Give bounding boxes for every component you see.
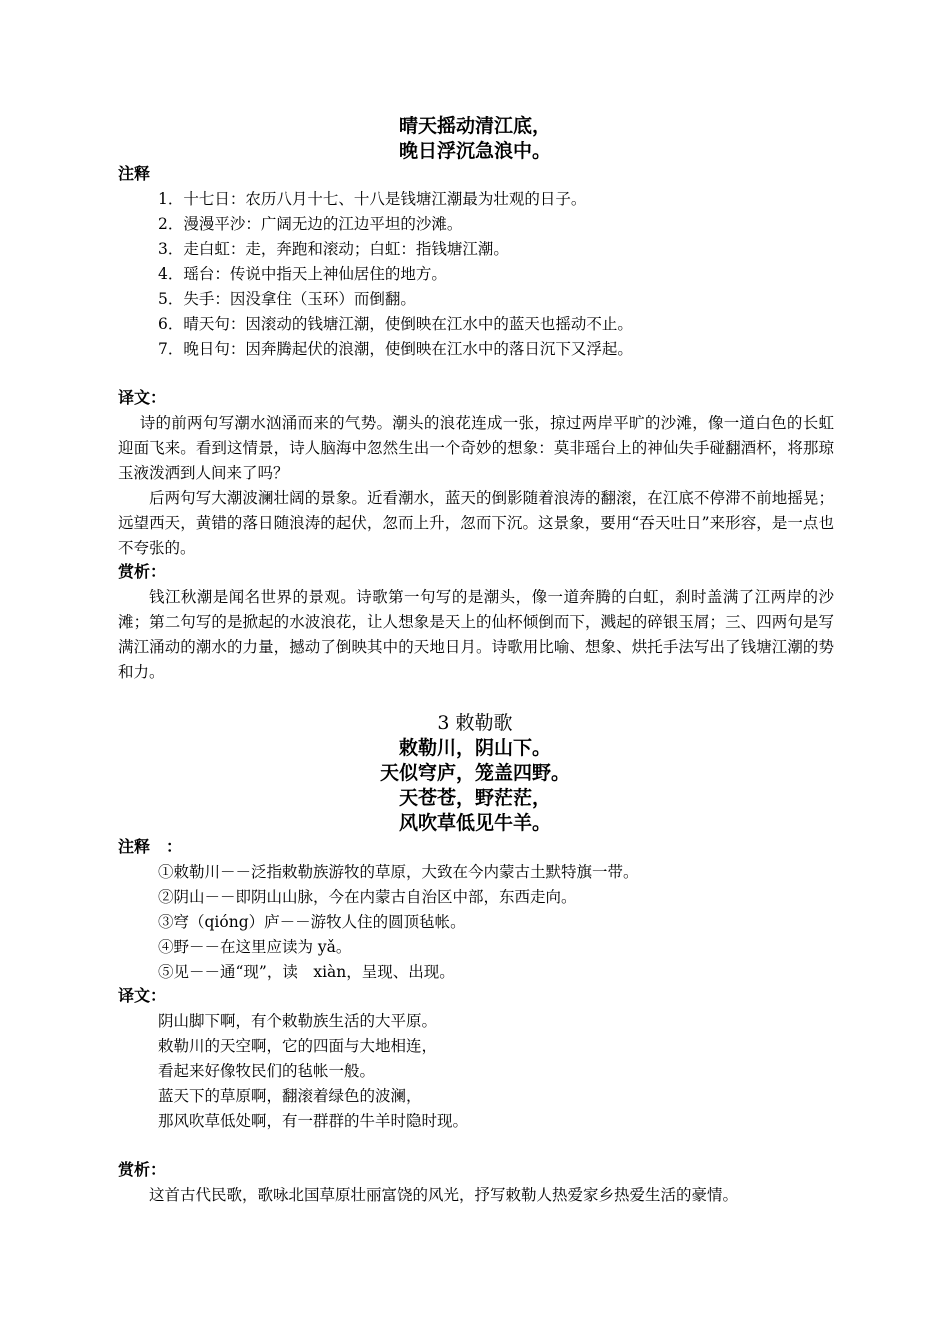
poem2-appreciation-label: 赏析： bbox=[118, 1160, 167, 1179]
poem1-notes-label: 注释 bbox=[118, 164, 151, 183]
poem1-note-6: 6．晴天句：因滚动的钱塘江潮，使倒映在江水中的蓝天也摇动不止。 bbox=[158, 315, 633, 333]
poem1-note-1: 1．十七日：农历八月十七、十八是钱塘江潮最为壮观的日子。 bbox=[158, 190, 587, 208]
poem2-translation-line-1: 阴山脚下啊，有个敕勒族生活的大平原。 bbox=[158, 1012, 438, 1030]
poem1-note-5: 5．失手：因没拿住（玉环）而倒翻。 bbox=[158, 290, 416, 308]
poem1-note-2: 2．漫漫平沙：广阔无边的江边平坦的沙滩。 bbox=[158, 215, 463, 233]
poem1-note-4: 4．瑶台：传说中指天上神仙居住的地方。 bbox=[158, 265, 447, 283]
poem2-note-5: ⑤见－－通“现”，读 xiàn，呈现、出现。 bbox=[158, 963, 455, 981]
poem2-translation-line-5: 那风吹草低处啊，有一群群的牛羊时隐时现。 bbox=[158, 1112, 469, 1130]
poem2-translation-line-2: 敕勒川的天空啊，它的四面与大地相连， bbox=[158, 1037, 438, 1055]
poem2-note-2: ②阴山－－即阴山山脉，今在内蒙古自治区中部，东西走向。 bbox=[158, 888, 577, 906]
poem1-translation-label: 译文： bbox=[118, 388, 167, 407]
poem2-note-4: ④野－－在这里应读为 yǎ。 bbox=[158, 938, 352, 956]
poem1-note-3: 3．走白虹：走，奔跑和滚动；白虹：指钱塘江潮。 bbox=[158, 240, 509, 258]
poem2-line-4: 风吹草低见牛羊。 bbox=[398, 812, 551, 834]
poem1-translation-para-2: 后两句写大潮波澜壮阔的景象。近看潮水，蓝天的倒影随着浪涛的翻滚，在江底不停滞不前地摇晃；远望西天，黄错的落日随浪涛的起伏，忽而上升，忽而下沉。这景象，要用“吞天吐日”来形容，是一点也不夸张的。 bbox=[118, 489, 834, 557]
poem2-notes-label: 注释 ： bbox=[118, 837, 183, 856]
poem2-appreciation-text: 这首古代民歌，歌咏北国草原壮丽富饶的风光，抒写敕勒人热爱家乡热爱生活的豪情。 bbox=[149, 1186, 739, 1204]
poem2-translation-label: 译文： bbox=[118, 986, 167, 1005]
poem2-translation-line-3: 看起来好像牧民们的毡帐一般。 bbox=[158, 1062, 376, 1080]
poem1-appreciation bbox=[118, 585, 834, 685]
poem1-line-2: 晚日浮沉急浪中。 bbox=[398, 140, 551, 162]
poem1-appreciation-text: 钱江秋潮是闻名世界的景观。诗歌第一句写的是潮头，像一道奔腾的白虹，刹时盖满了江两岸的沙滩；第二句写的是掀起的水波浪花，让人想象是天上的仙杯倾倒而下，溅起的碎银玉屑；三、四两句是写满江涌动的潮水的力量，撼动了倒映其中的天地日月。诗歌用比喻、想象、烘托手法写出了钱塘江潮的势和力。 bbox=[118, 588, 834, 681]
poem2-line-3: 天苍苍，野茫茫， bbox=[398, 787, 551, 809]
poem2-note-3: ③穹（qióng）庐－－游牧人住的圆顶毡帐。 bbox=[158, 913, 466, 931]
poem2-title: 3 敕勒歌 bbox=[437, 712, 513, 734]
poem1-appreciation-label: 赏析： bbox=[118, 562, 167, 581]
poem1-line-1: 晴天摇动清江底， bbox=[398, 115, 551, 137]
poem2-note-1: ①敕勒川－－泛指敕勒族游牧的草原，大致在今内蒙古土默特旗一带。 bbox=[158, 863, 639, 881]
poem2-line-2: 天似穹庐，笼盖四野。 bbox=[379, 762, 570, 784]
poem2-line-1: 敕勒川，阴山下。 bbox=[398, 737, 551, 759]
poem1-translation-para-1: 诗的前两句写潮水汹涌而来的气势。潮头的浪花连成一张，掠过两岸平旷的沙滩，像一道白色的长虹迎面飞来。看到这情景，诗人脑海中忽然生出一个奇妙的想象：莫非瑶台上的神仙失手碰翻酒杯，将那琼玉液泼洒到人间来了吗？ bbox=[118, 414, 834, 482]
poem1-note-7: 7．晚日句：因奔腾起伏的浪潮，使倒映在江水中的落日沉下又浮起。 bbox=[158, 340, 633, 358]
poem2-translation-line-4: 蓝天下的草原啊，翻滚着绿色的波澜， bbox=[158, 1087, 422, 1105]
poem2-appreciation bbox=[118, 1183, 834, 1208]
poem1-translation bbox=[118, 411, 834, 561]
